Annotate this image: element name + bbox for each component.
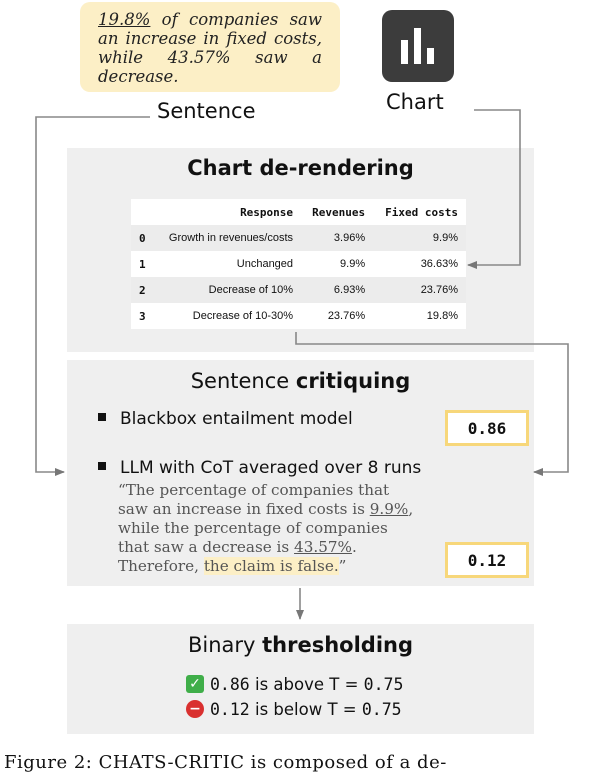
quote-value: 9.9% (369, 500, 409, 518)
sentence-to-llm-arrow (36, 117, 150, 472)
quote-value: 43.57% (294, 538, 352, 556)
header-response: Response (240, 205, 294, 219)
row-revenues: 9.9% (340, 258, 366, 270)
result1-threshold: 0.75 (363, 675, 404, 694)
critique-title-plain: Sentence (190, 369, 296, 393)
quote-line: Therefore, the claim is false.” (118, 557, 347, 575)
quote-line: that saw a decrease is 43.57%. (118, 538, 357, 556)
derender-title: Chart de-rendering (187, 156, 414, 180)
item1-label: Blackbox entailment model (120, 409, 353, 429)
result1-value: 0.86 (210, 675, 250, 694)
sentence-text-1: of companies saw an increase in fixed costs, while (98, 10, 322, 67)
quote-highlight: the claim is false. (203, 557, 339, 575)
no-entry-icon: − (186, 700, 204, 718)
row-revenues: 6.93% (301, 277, 373, 303)
row-response: Unchanged (236, 258, 294, 270)
quote-line: saw an increase in fixed costs is 9.9%, (118, 500, 414, 518)
row-response: Decrease of 10-30% (192, 310, 294, 322)
result2-threshold: 0.75 (361, 700, 402, 719)
row-index: 3 (139, 309, 146, 323)
check-mark-icon: ✓ (186, 675, 204, 693)
table-to-llm-arrow (296, 332, 568, 472)
header-revenues: Revenues (312, 205, 366, 219)
item2-label: LLM with CoT averaged over 8 runs (120, 458, 422, 478)
row-fixed-costs: 9.9% (373, 225, 466, 251)
sentence-label: Sentence (157, 99, 256, 123)
row-index: 1 (139, 257, 146, 271)
result1-text: is above T = (249, 675, 364, 694)
figure-caption: Figure 2: CHATS-CRITIC is composed of a de- (4, 752, 447, 773)
row-index: 2 (131, 277, 155, 303)
row-fixed-costs: 36.63% (420, 258, 458, 270)
result2-text: is below T = (249, 700, 362, 719)
row-response: Decrease of 10% (155, 277, 301, 303)
row-fixed-costs: 19.8% (426, 310, 458, 322)
critique-title-bold: critiquing (295, 369, 411, 393)
score1: 0.86 (467, 418, 507, 438)
threshold-title-plain: Binary (187, 633, 263, 657)
chart-label: Chart (386, 90, 444, 114)
chart-to-table-arrow (468, 110, 520, 265)
quote-line: “The percentage of companies that (118, 481, 390, 499)
row-revenues: 23.76% (327, 310, 366, 322)
row-response: Growth in revenues/costs (155, 225, 301, 251)
threshold-title-bold: thresholding (262, 633, 414, 657)
quote-line: while the percentage of companies (118, 519, 388, 537)
sentence-value-2: 43.57% (167, 48, 231, 67)
header-fixed-costs: Fixed costs (385, 205, 458, 219)
result2-value: 0.12 (210, 700, 250, 719)
row-index: 0 (131, 225, 155, 251)
sentence-text-2: saw a decrease. (98, 48, 322, 86)
row-fixed-costs: 23.76% (373, 277, 466, 303)
score2: 0.12 (467, 550, 507, 570)
row-revenues: 3.96% (301, 225, 373, 251)
sentence-value-1: 19.8% (98, 10, 151, 29)
